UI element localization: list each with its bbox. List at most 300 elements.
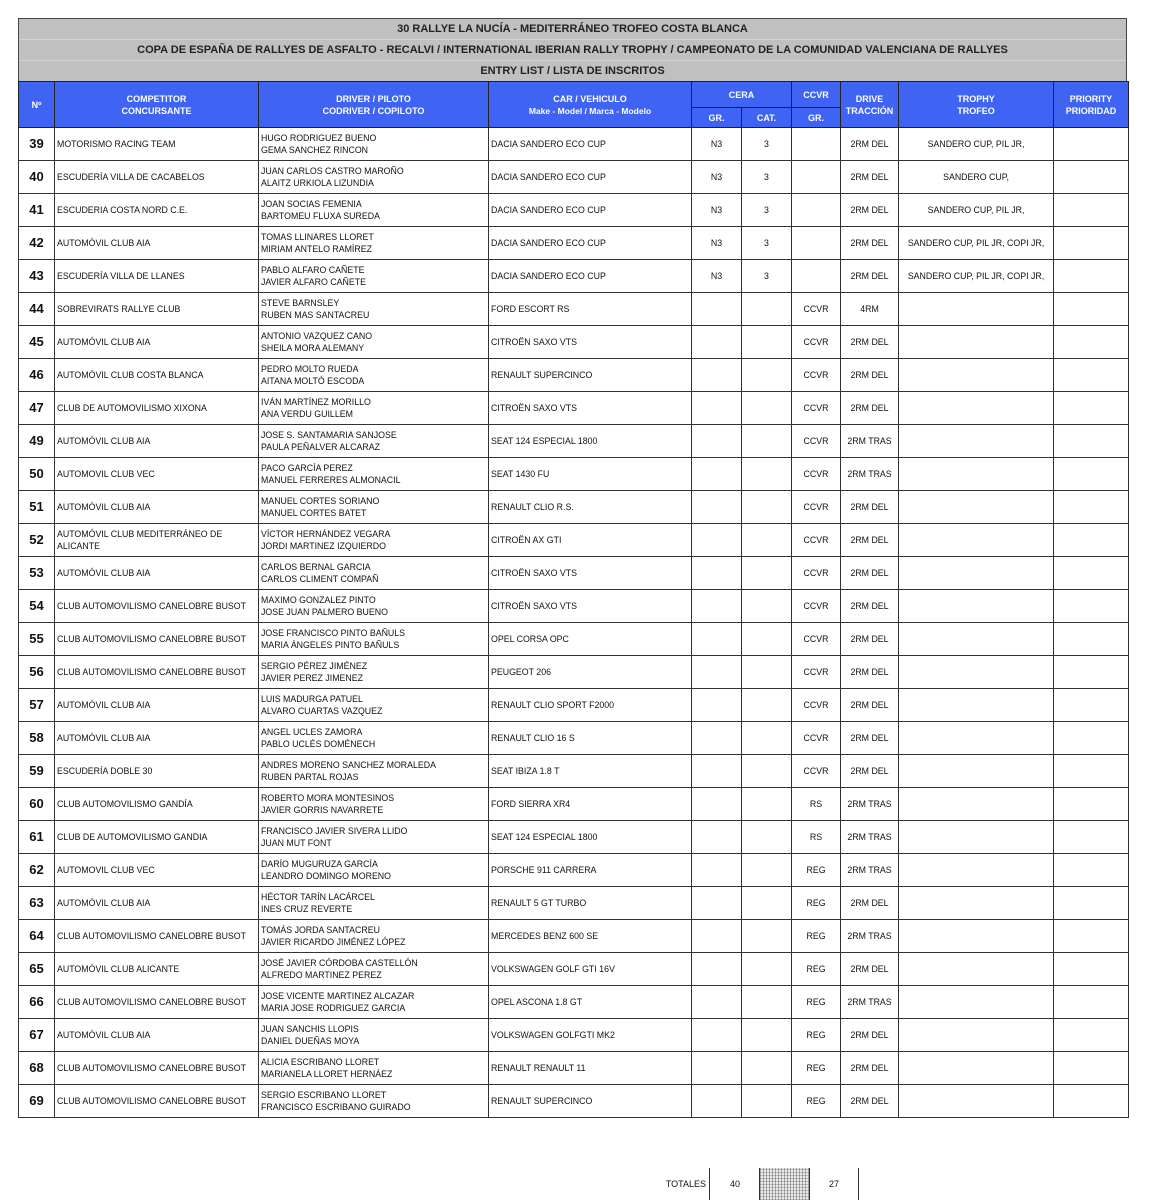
competitor-name: CLUB AUTOMOVILISMO CANELOBRE BUSOT [55, 1085, 259, 1118]
cera-category [742, 458, 792, 491]
title-band [18, 18, 1127, 81]
car-model: OPEL CORSA OPC [489, 623, 692, 656]
driver-name: ANTONIO VAZQUEZ CANO [261, 331, 373, 341]
drive-type: 2RM DEL [841, 1019, 899, 1052]
ccvr-group [792, 227, 841, 260]
driver-name: LUIS MADURGA PATUEL [261, 694, 363, 704]
col-cera-cat: CAT. [742, 108, 792, 128]
competitor-name: MOTORISMO RACING TEAM [55, 128, 259, 161]
table-row [19, 359, 1129, 392]
competitor-name: AUTOMÓVIL CLUB AIA [55, 227, 259, 260]
competitor-name: AUTOMÓVIL CLUB AIA [55, 557, 259, 590]
entry-number: 56 [19, 656, 55, 689]
ccvr-group: CCVR [792, 623, 841, 656]
table-row [19, 953, 1129, 986]
entry-number: 61 [19, 821, 55, 854]
col-number: Nº [19, 82, 55, 128]
drive-type: 2RM TRAS [841, 986, 899, 1019]
driver-names [259, 392, 489, 425]
codriver-name: MANUEL FERRERES ALMONACIL [261, 475, 401, 485]
trophy [899, 656, 1054, 689]
table-row [19, 557, 1129, 590]
ccvr-group: REG [792, 1052, 841, 1085]
driver-name: TOMÁS JORDA SANTACREU [261, 925, 380, 935]
cera-category [742, 425, 792, 458]
col-cera-gr: GR. [692, 108, 742, 128]
cera-group [692, 920, 742, 953]
driver-names [259, 821, 489, 854]
driver-name: VÍCTOR HERNÁNDEZ VEGARA [261, 529, 391, 539]
drive-type: 2RM DEL [841, 491, 899, 524]
cera-group [692, 590, 742, 623]
codriver-name: MARIA JOSE RODRIGUEZ GARCIA [261, 1003, 406, 1013]
driver-name: ALICIA ESCRIBANO LLORET [261, 1057, 380, 1067]
car-model: SEAT 1430 FU [489, 458, 692, 491]
cera-group [692, 1085, 742, 1118]
col-competitor: COMPETITOR CONCURSANTE [55, 82, 259, 128]
ccvr-group: RS [792, 788, 841, 821]
table-row [19, 194, 1129, 227]
col-cera: CERA [692, 82, 792, 108]
priority [1054, 788, 1129, 821]
priority [1054, 821, 1129, 854]
cera-category [742, 689, 792, 722]
car-model: PEUGEOT 206 [489, 656, 692, 689]
drive-type: 2RM DEL [841, 1085, 899, 1118]
drive-type: 2RM DEL [841, 1052, 899, 1085]
codriver-name: ALAITZ URKIOLA LIZUNDIA [261, 178, 374, 188]
entry-list-table [18, 81, 1129, 1118]
cera-category: 3 [742, 227, 792, 260]
ccvr-group: CCVR [792, 425, 841, 458]
priority [1054, 1019, 1129, 1052]
ccvr-group: CCVR [792, 491, 841, 524]
cera-category [742, 623, 792, 656]
codriver-name: FRANCISCO ESCRIBANO GUIRADO [261, 1102, 411, 1112]
cera-category [742, 920, 792, 953]
entry-number: 41 [19, 194, 55, 227]
table-row [19, 689, 1129, 722]
driver-names [259, 425, 489, 458]
codriver-name: MARIANELA LLORET HERNÁEZ [261, 1069, 393, 1079]
competitor-name: AUTOMÓVIL CLUB COSTA BLANCA [55, 359, 259, 392]
ccvr-group [792, 128, 841, 161]
trophy [899, 755, 1054, 788]
car-model: DACIA SANDERO ECO CUP [489, 161, 692, 194]
car-model: RENAULT 5 GT TURBO [489, 887, 692, 920]
trophy [899, 1052, 1054, 1085]
driver-name: JOSE VICENTE MARTINEZ ALCAZAR [261, 991, 415, 1001]
car-model: RENAULT RENAULT 11 [489, 1052, 692, 1085]
driver-name: JOSE FRANCISCO PINTO BAÑULS [261, 628, 406, 638]
entry-number: 42 [19, 227, 55, 260]
codriver-name: JUAN MUT FONT [261, 838, 332, 848]
ccvr-group [792, 260, 841, 293]
drive-type: 2RM DEL [841, 128, 899, 161]
ccvr-group: CCVR [792, 359, 841, 392]
car-model: RENAULT SUPERCINCO [489, 359, 692, 392]
entry-number: 58 [19, 722, 55, 755]
driver-names [259, 788, 489, 821]
entry-number: 50 [19, 458, 55, 491]
cera-category [742, 491, 792, 524]
cera-group [692, 755, 742, 788]
cera-group: N3 [692, 194, 742, 227]
driver-names [259, 359, 489, 392]
car-model: RENAULT CLIO SPORT F2000 [489, 689, 692, 722]
drive-type: 2RM TRAS [841, 821, 899, 854]
entry-number: 63 [19, 887, 55, 920]
entry-number: 66 [19, 986, 55, 1019]
codriver-name: INES CRUZ REVERTE [261, 904, 353, 914]
cera-category [742, 359, 792, 392]
totals-cera: 40 [709, 1168, 761, 1200]
codriver-name: RUBEN PARTAL ROJAS [261, 772, 359, 782]
priority [1054, 722, 1129, 755]
priority [1054, 260, 1129, 293]
entry-number: 67 [19, 1019, 55, 1052]
driver-names [259, 1052, 489, 1085]
ccvr-group: REG [792, 1085, 841, 1118]
totals-hatched-cell [759, 1168, 810, 1200]
table-row [19, 425, 1129, 458]
driver-name: SERGIO ESCRIBANO LLORET [261, 1090, 387, 1100]
drive-type: 2RM DEL [841, 161, 899, 194]
driver-name: PACO GARCÍA PEREZ [261, 463, 353, 473]
drive-type: 2RM DEL [841, 326, 899, 359]
entry-number: 68 [19, 1052, 55, 1085]
entry-number: 54 [19, 590, 55, 623]
drive-type: 2RM DEL [841, 392, 899, 425]
ccvr-group: REG [792, 887, 841, 920]
competitor-name: CLUB DE AUTOMOVILISMO XIXONA [55, 392, 259, 425]
competitor-name: SOBREVIRATS RALLYE CLUB [55, 293, 259, 326]
table-row [19, 491, 1129, 524]
driver-names [259, 557, 489, 590]
competitor-name: AUTOMÓVIL CLUB AIA [55, 887, 259, 920]
trophy: SANDERO CUP, [899, 161, 1054, 194]
col-trophy: TROPHY TROFEO [899, 82, 1054, 128]
entry-number: 49 [19, 425, 55, 458]
car-model: PORSCHE 911 CARRERA [489, 854, 692, 887]
trophy: SANDERO CUP, PIL JR, [899, 194, 1054, 227]
driver-names [259, 260, 489, 293]
entry-number: 53 [19, 557, 55, 590]
entry-number: 55 [19, 623, 55, 656]
driver-name: ANDRES MORENO SANCHEZ MORALEDA [261, 760, 436, 770]
driver-name: JOSÉ JAVIER CÓRDOBA CASTELLÓN [261, 958, 418, 968]
trophy [899, 1085, 1054, 1118]
codriver-name: GEMA SANCHEZ RINCON [261, 145, 369, 155]
priority [1054, 656, 1129, 689]
driver-names [259, 887, 489, 920]
driver-names [259, 920, 489, 953]
driver-name: ROBERTO MORA MONTESINOS [261, 793, 395, 803]
ccvr-group: RS [792, 821, 841, 854]
trophy [899, 623, 1054, 656]
cera-category [742, 953, 792, 986]
driver-names [259, 623, 489, 656]
trophy [899, 326, 1054, 359]
codriver-name: MANUEL CORTES BATET [261, 508, 367, 518]
trophy [899, 425, 1054, 458]
competitor-name: AUTOMOVIL CLUB VEC [55, 458, 259, 491]
competitor-name: AUTOMÓVIL CLUB AIA [55, 425, 259, 458]
trophy [899, 986, 1054, 1019]
car-model: SEAT IBIZA 1.8 T [489, 755, 692, 788]
driver-names [259, 953, 489, 986]
trophy [899, 590, 1054, 623]
driver-names [259, 194, 489, 227]
entry-number: 52 [19, 524, 55, 557]
col-drive: DRIVE TRACCIÓN [841, 82, 899, 128]
driver-name: PABLO ALFARO CAÑETE [261, 265, 365, 275]
priority [1054, 326, 1129, 359]
competitor-name: ESCUDERÍA VILLA DE CACABELOS [55, 161, 259, 194]
cera-group [692, 293, 742, 326]
priority [1054, 755, 1129, 788]
competitor-name: CLUB AUTOMOVILISMO CANELOBRE BUSOT [55, 623, 259, 656]
car-model: DACIA SANDERO ECO CUP [489, 227, 692, 260]
car-model: OPEL ASCONA 1.8 GT [489, 986, 692, 1019]
car-model: CITROËN SAXO VTS [489, 557, 692, 590]
table-row [19, 590, 1129, 623]
cera-group [692, 854, 742, 887]
driver-names [259, 689, 489, 722]
table-row [19, 458, 1129, 491]
competitor-name: AUTOMÓVIL CLUB ALICANTE [55, 953, 259, 986]
cera-category: 3 [742, 128, 792, 161]
driver-names [259, 1085, 489, 1118]
ccvr-group: CCVR [792, 293, 841, 326]
cera-group [692, 722, 742, 755]
cera-group [692, 392, 742, 425]
table-row [19, 722, 1129, 755]
competitor-name: AUTOMÓVIL CLUB AIA [55, 326, 259, 359]
driver-names [259, 590, 489, 623]
trophy [899, 953, 1054, 986]
driver-name: IVÁN MARTÍNEZ MORILLO [261, 397, 371, 407]
priority [1054, 359, 1129, 392]
codriver-name: PAULA PEÑALVER ALCARAZ [261, 442, 380, 452]
entry-number: 64 [19, 920, 55, 953]
car-model: VOLKSWAGEN GOLFGTI MK2 [489, 1019, 692, 1052]
codriver-name: RUBEN MAS SANTACREU [261, 310, 370, 320]
trophy [899, 1019, 1054, 1052]
cera-group [692, 953, 742, 986]
championships-title: COPA DE ESPAÑA DE RALLYES DE ASFALTO - RECALVI / INTERNATIONAL IBERIAN RALLY TROPHY / CAMPEONATO DE LA COMUNIDAD VALENCIANA DE RALLYES [19, 40, 1126, 61]
trophy: SANDERO CUP, PIL JR, [899, 128, 1054, 161]
driver-names [259, 986, 489, 1019]
cera-category: 3 [742, 260, 792, 293]
ccvr-group: CCVR [792, 755, 841, 788]
competitor-name: AUTOMOVIL CLUB VEC [55, 854, 259, 887]
ccvr-group: CCVR [792, 722, 841, 755]
entry-number: 43 [19, 260, 55, 293]
driver-names [259, 293, 489, 326]
codriver-name: PABLO UCLÉS DOMÉNECH [261, 739, 376, 749]
competitor-name: ESCUDERÍA VILLA DE LLANES [55, 260, 259, 293]
priority [1054, 557, 1129, 590]
totals-ccvr: 27 [809, 1168, 859, 1200]
codriver-name: JOSE JUAN PALMERO BUENO [261, 607, 388, 617]
cera-category [742, 326, 792, 359]
trophy [899, 887, 1054, 920]
competitor-name: AUTOMÓVIL CLUB AIA [55, 722, 259, 755]
codriver-name: MIRIAM ANTELO RAMÍREZ [261, 244, 372, 254]
cera-group [692, 623, 742, 656]
trophy [899, 557, 1054, 590]
cera-group [692, 491, 742, 524]
table-row [19, 986, 1129, 1019]
table-row [19, 326, 1129, 359]
priority [1054, 425, 1129, 458]
ccvr-group: CCVR [792, 689, 841, 722]
car-model: CITROËN SAXO VTS [489, 392, 692, 425]
driver-name: CARLOS BERNAL GARCIA [261, 562, 371, 572]
ccvr-group: REG [792, 854, 841, 887]
col-priority: PRIORITY PRIORIDAD [1054, 82, 1129, 128]
car-model: FORD ESCORT RS [489, 293, 692, 326]
drive-type: 2RM DEL [841, 524, 899, 557]
entry-number: 65 [19, 953, 55, 986]
entry-number: 57 [19, 689, 55, 722]
codriver-name: JAVIER GORRIS NAVARRETE [261, 805, 384, 815]
competitor-name: CLUB AUTOMOVILISMO CANELOBRE BUSOT [55, 590, 259, 623]
table-row [19, 623, 1129, 656]
drive-type: 2RM DEL [841, 227, 899, 260]
driver-names [259, 854, 489, 887]
driver-names [259, 755, 489, 788]
drive-type: 2RM DEL [841, 194, 899, 227]
priority [1054, 128, 1129, 161]
priority [1054, 920, 1129, 953]
codriver-name: JORDI MARTINEZ IZQUIERDO [261, 541, 386, 551]
table-row [19, 887, 1129, 920]
trophy [899, 854, 1054, 887]
driver-name: SERGIO PÉREZ JIMÉNEZ [261, 661, 368, 671]
entry-list-title: ENTRY LIST / LISTA DE INSCRITOS [480, 65, 665, 77]
cera-group [692, 458, 742, 491]
table-row [19, 128, 1129, 161]
codriver-name: MARIA ÁNGELES PINTO BAÑULS [261, 640, 400, 650]
car-model: RENAULT SUPERCINCO [489, 1085, 692, 1118]
car-model: RENAULT CLIO 16 S [489, 722, 692, 755]
codriver-name: BARTOMEU FLUXA SUREDA [261, 211, 380, 221]
driver-names [259, 326, 489, 359]
cera-category: 3 [742, 161, 792, 194]
drive-type: 2RM DEL [841, 755, 899, 788]
table-row [19, 854, 1129, 887]
car-model: MERCEDES BENZ 600 SE [489, 920, 692, 953]
competitor-name: CLUB DE AUTOMOVILISMO GANDIA [55, 821, 259, 854]
drive-type: 2RM DEL [841, 590, 899, 623]
entry-number: 47 [19, 392, 55, 425]
car-model: CITROËN AX GTI [489, 524, 692, 557]
car-model: FORD SIERRA XR4 [489, 788, 692, 821]
codriver-name: CARLOS CLIMENT COMPAÑ [261, 574, 379, 584]
competitor-name: AUTOMÓVIL CLUB AIA [55, 689, 259, 722]
trophy: SANDERO CUP, PIL JR, COPI JR, [899, 260, 1054, 293]
col-ccvr: CCVR [792, 82, 841, 108]
priority [1054, 854, 1129, 887]
drive-type: 2RM TRAS [841, 458, 899, 491]
entry-number: 62 [19, 854, 55, 887]
cera-group: N3 [692, 260, 742, 293]
ccvr-group: CCVR [792, 326, 841, 359]
trophy [899, 821, 1054, 854]
car-model: DACIA SANDERO ECO CUP [489, 128, 692, 161]
table-row [19, 161, 1129, 194]
table-row [19, 524, 1129, 557]
cera-group [692, 557, 742, 590]
ccvr-group [792, 194, 841, 227]
cera-category [742, 821, 792, 854]
competitor-name: CLUB AUTOMOVILISMO CANELOBRE BUSOT [55, 920, 259, 953]
priority [1054, 491, 1129, 524]
codriver-name: SHEILA MORA ALEMANY [261, 343, 365, 353]
driver-names [259, 1019, 489, 1052]
competitor-name: AUTOMÓVIL CLUB AIA [55, 1019, 259, 1052]
drive-type: 2RM DEL [841, 887, 899, 920]
driver-name: HÉCTOR TARÍN LACÁRCEL [261, 892, 375, 902]
ccvr-group: REG [792, 1019, 841, 1052]
cera-category: 3 [742, 194, 792, 227]
driver-name: DARÍO MUGURUZA GARCÍA [261, 859, 378, 869]
table-row [19, 755, 1129, 788]
col-car: CAR / VEHICULO Make - Model / Marca - Modelo [489, 82, 692, 128]
drive-type: 2RM TRAS [841, 920, 899, 953]
cera-group: N3 [692, 227, 742, 260]
drive-type: 2RM DEL [841, 689, 899, 722]
cera-group: N3 [692, 128, 742, 161]
driver-names [259, 524, 489, 557]
codriver-name: JAVIER PEREZ JIMENEZ [261, 673, 363, 683]
drive-type: 2RM TRAS [841, 854, 899, 887]
car-model: SEAT 124 ESPECIAL 1800 [489, 425, 692, 458]
priority [1054, 524, 1129, 557]
ccvr-group: CCVR [792, 557, 841, 590]
trophy [899, 920, 1054, 953]
totals-row [18, 1168, 1128, 1200]
drive-type: 2RM TRAS [841, 788, 899, 821]
trophy [899, 359, 1054, 392]
ccvr-group [792, 161, 841, 194]
car-model: VOLKSWAGEN GOLF GTI 16V [489, 953, 692, 986]
cera-category [742, 557, 792, 590]
table-row [19, 260, 1129, 293]
cera-category [742, 656, 792, 689]
car-model: CITROËN SAXO VTS [489, 326, 692, 359]
trophy [899, 491, 1054, 524]
cera-category [742, 755, 792, 788]
competitor-name: CLUB AUTOMOVILISMO CANELOBRE BUSOT [55, 986, 259, 1019]
cera-category [742, 887, 792, 920]
table-row [19, 1085, 1129, 1118]
driver-names [259, 656, 489, 689]
cera-category [742, 854, 792, 887]
driver-names [259, 722, 489, 755]
priority [1054, 887, 1129, 920]
cera-group [692, 1052, 742, 1085]
competitor-name: ESCUDERIA COSTA NORD C.E. [55, 194, 259, 227]
priority [1054, 986, 1129, 1019]
trophy [899, 524, 1054, 557]
driver-name: MANUEL CORTES SORIANO [261, 496, 380, 506]
cera-group: N3 [692, 161, 742, 194]
codriver-name: DANIEL DUEÑAS MOYA [261, 1036, 360, 1046]
table-row [19, 788, 1129, 821]
